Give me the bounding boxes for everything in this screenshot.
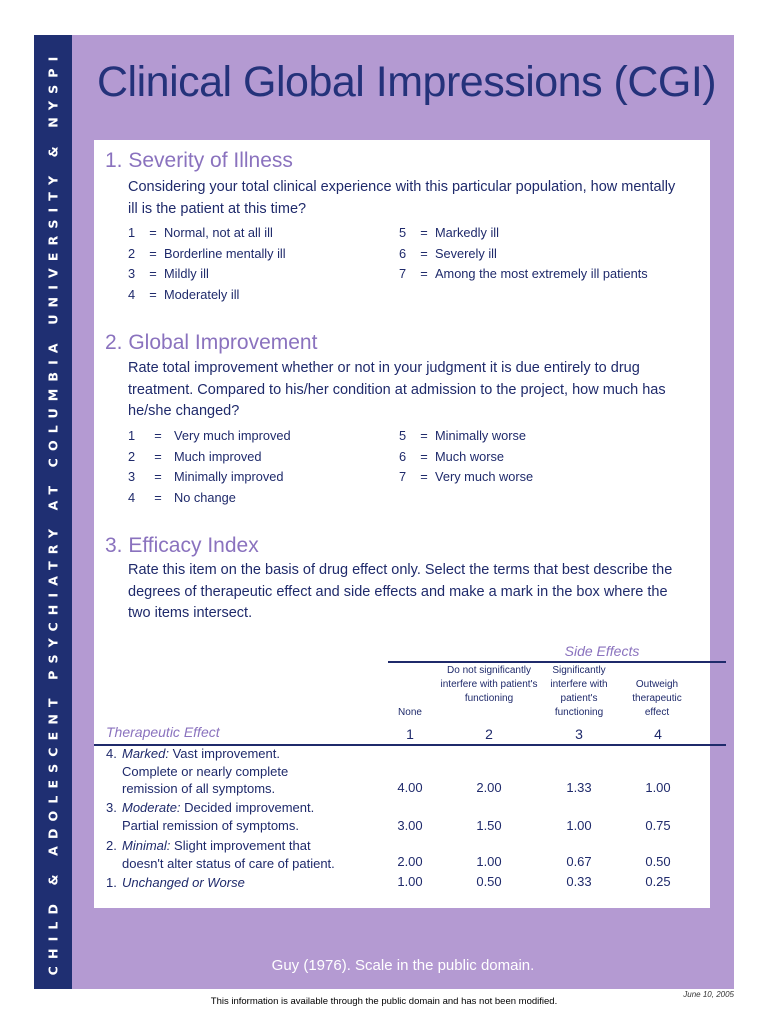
table-row-label-minimal: 2. Minimal: Slight improvement that doesn't alter status of care of patient. [106,838,335,871]
table-row-label-unchanged: 1. Unchanged or Worse [106,875,245,890]
column-header-none: None [398,707,422,718]
list-item: 5 = Minimally worse [399,428,527,443]
list-item: 2 = Much improved [128,448,262,464]
public-domain-notice: This information is available through the public domain and has not been modified. [210,996,558,1007]
column-header-interfere: Significantly interfere with patient's functioning [550,665,608,718]
section-efficacy-heading: 3. Efficacy Index [105,534,259,557]
table-cell: 0.33 [566,874,592,889]
section-severity-heading: 1. Severity of Illness [105,149,293,172]
sidebar-institution-text: CHILD & ADOLESCENT PSYCHIATRY AT COLUMBIA UNIVERSITY & NYSPI [45,49,61,975]
efficacy-table [94,140,710,908]
table-cell: 0.75 [645,818,671,833]
table-cell: 3.00 [397,818,423,833]
section-efficacy-description: Rate this item on the basis of drug effect only. Select the terms that best describe the degrees of therapeutic effect and side effects and make a mark in the box where the two items intersect. [128,562,673,621]
column-number: 1 [406,726,414,742]
column-header-no-interfere: Do not significantly interfere with patient's functioning [440,665,538,704]
table-cell: 0.25 [645,874,671,889]
list-item: 5 = Markedly ill [399,225,499,240]
table-row-label-marked: 4. Marked: Vast improvement. Complete or nearly complete remission of all symptoms. [106,746,289,796]
list-item: 6 = Severely ill [399,245,497,261]
side-effects-rule [388,661,726,663]
table-cell: 1.00 [566,818,592,833]
list-item: 7 = Very much worse [399,469,534,485]
list-item: 3 = Mildly ill [128,266,209,282]
table-cell: 1.00 [476,854,502,869]
column-number: 3 [575,726,583,742]
table-cell: 2.00 [476,780,502,795]
table-cell: 4.00 [397,780,423,795]
section-improvement-heading: 2. Global Improvement [105,331,318,354]
table-cell: 0.50 [476,874,502,889]
table-cell: 0.67 [566,854,592,869]
table-cell: 2.00 [397,854,423,869]
list-item: 1 = Very much improved [128,428,291,443]
list-item: 7 = Among the most extremely ill patients [399,266,648,282]
list-item: 4 = No change [128,489,236,505]
list-item: 4 = Moderately ill [128,286,240,302]
section-severity-description: Considering your total clinical experience with this particular population, how mentally ill is the patient at this time? [128,179,676,217]
document-date: June 10, 2005 [683,990,734,999]
content-card [94,140,710,908]
column-number: 4 [654,726,662,742]
table-cell: 1.00 [397,874,423,889]
list-item: 6 = Much worse [399,448,504,464]
sidebar-band [34,35,72,989]
citation-footer: Guy (1976). Scale in the public domain. [271,957,535,974]
section-improvement-description: Rate total improvement whether or not in your judgment it is due entirely to drug treatment. Compared to his/her condition at admission to the project, how much has he/she changed? [128,360,666,419]
table-cell: 1.50 [476,818,502,833]
list-item: 1 = Normal, not at all ill [128,225,273,240]
column-number: 2 [485,726,493,742]
table-row-label-moderate: 3. Moderate: Decided improvement. Partial remission of symptoms. [106,800,315,833]
list-item: 2 = Borderline mentally ill [128,245,286,261]
column-header-outweigh: Outweigh therapeutic effect [632,679,682,718]
table-cell: 1.33 [566,780,592,795]
side-effects-title: Side Effects [564,643,640,659]
list-item: 3 = Minimally improved [128,469,284,485]
page-title: Clinical Global Impressions (CGI) [97,58,717,106]
table-cell: 1.00 [645,780,671,795]
table-cell: 0.50 [645,854,671,869]
therapeutic-effect-label: Therapeutic Effect [106,724,220,740]
